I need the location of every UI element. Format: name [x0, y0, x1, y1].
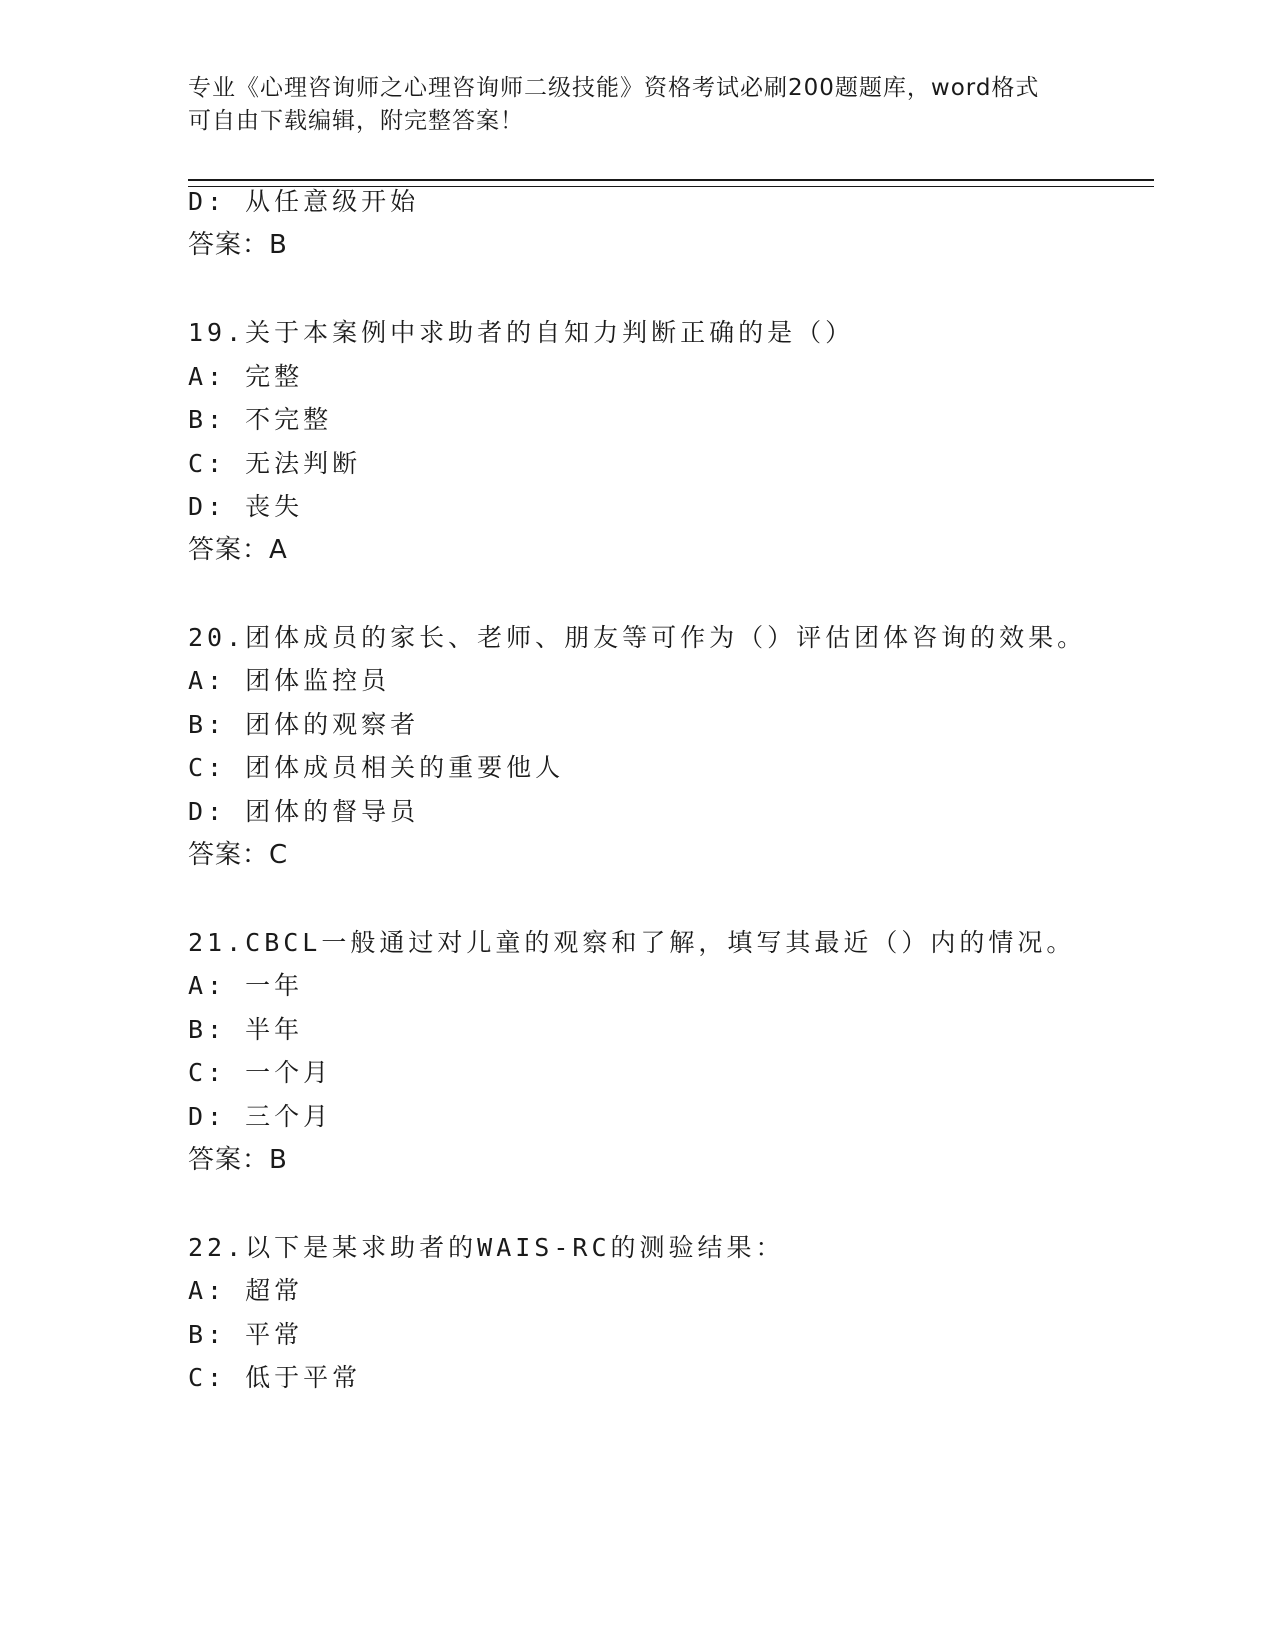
question-21-option-a: A: 一年 [188, 971, 304, 1000]
prev-answer: 答案：B [188, 230, 288, 260]
question-21-answer: 答案：B [188, 1145, 288, 1175]
question-19-stem: 19.关于本案例中求助者的自知力判断正确的是（） [188, 318, 855, 347]
question-19-option-d: D: 丧失 [188, 492, 304, 521]
question-20-answer: 答案：C [188, 840, 289, 870]
question-22-option-b: B: 平常 [188, 1320, 304, 1349]
question-21-stem: 21.CBCL一般通过对儿童的观察和了解，填写其最近（）内的情况。 [188, 928, 1076, 957]
question-19-option-c: C: 无法判断 [188, 449, 362, 478]
question-21-option-b: B: 半年 [188, 1015, 304, 1044]
question-21-option-c: C: 一个月 [188, 1058, 333, 1087]
question-20-option-c: C: 团体成员相关的重要他人 [188, 753, 565, 782]
prev-option-d: D: 从任意级开始 [188, 187, 420, 216]
question-19-option-a: A: 完整 [188, 362, 304, 391]
question-22-option-c: C: 低于平常 [188, 1363, 362, 1392]
document-header [188, 72, 1088, 138]
question-22-option-a: A: 超常 [188, 1276, 304, 1305]
question-20-option-b: B: 团体的观察者 [188, 710, 420, 739]
header-title-line-2: 可自由下载编辑，附完整答案！ [188, 108, 524, 134]
question-20-option-d: D: 团体的督导员 [188, 797, 420, 826]
question-19-option-b: B: 不完整 [188, 405, 333, 434]
question-20-stem: 20.团体成员的家长、老师、朋友等可作为（）评估团体咨询的效果。 [188, 623, 1087, 652]
header-title-line-1: 专业《心理咨询师之心理咨询师二级技能》资格考试必刷200题题库，word格式 [188, 75, 1040, 101]
question-19-answer: 答案：A [188, 535, 288, 565]
question-22-stem: 22.以下是某求助者的WAIS-RC的测验结果： [188, 1233, 785, 1262]
question-21-option-d: D: 三个月 [188, 1102, 333, 1131]
question-20-option-a: A: 团体监控员 [188, 666, 391, 695]
